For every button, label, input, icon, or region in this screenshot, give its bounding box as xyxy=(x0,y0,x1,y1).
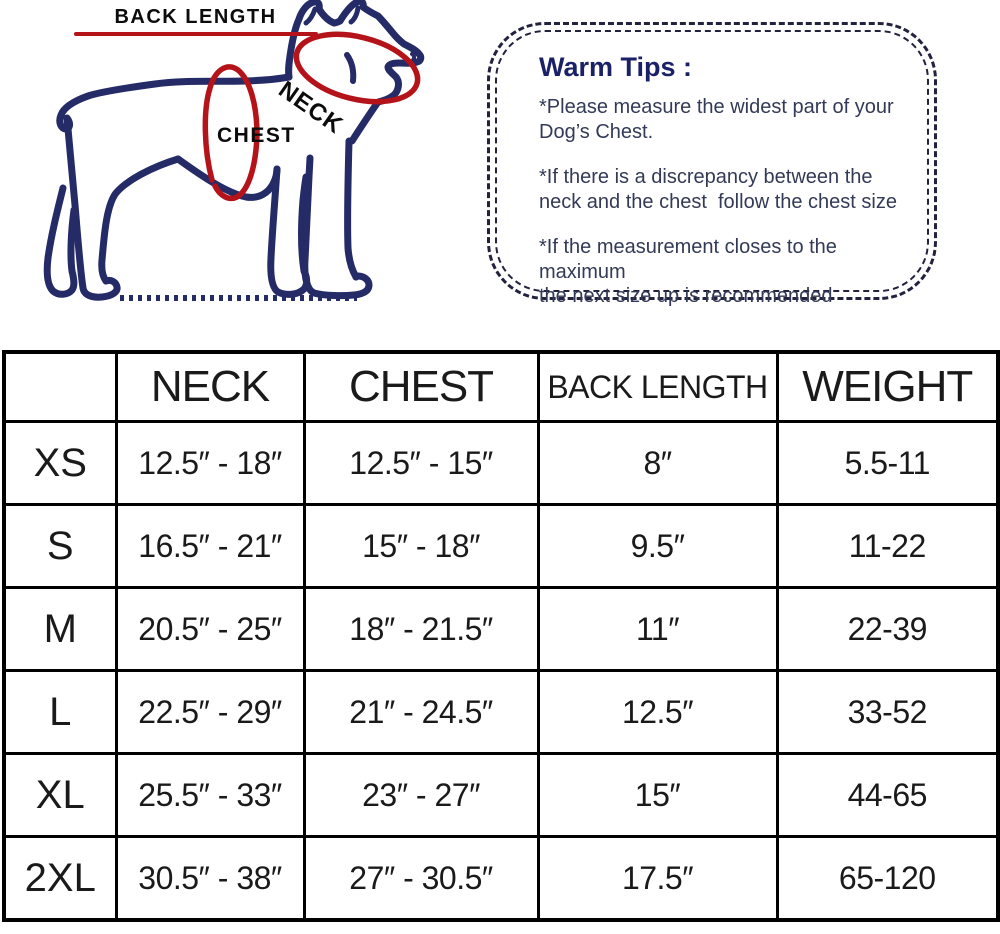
dog-cheek-line xyxy=(347,55,353,81)
cell-neck: 20.5″ - 25″ xyxy=(116,588,304,671)
cell-weight: 5.5-11 xyxy=(777,422,998,505)
cell-chest: 27″ - 30.5″ xyxy=(304,837,538,921)
cell-weight: 44-65 xyxy=(777,754,998,837)
header-neck: NECK xyxy=(116,352,304,422)
warm-tip-item xyxy=(539,165,909,214)
back-length-label: BACK LENGTH xyxy=(114,6,277,28)
neck-label: NECK xyxy=(273,76,348,140)
chest-label: CHEST xyxy=(217,124,296,147)
warm-tip-item xyxy=(539,235,909,309)
cell-neck: 12.5″ - 18″ xyxy=(116,422,304,505)
cell-chest: 18″ - 21.5″ xyxy=(304,588,538,671)
cell-size: L xyxy=(4,671,116,754)
dog-far-front-leg xyxy=(271,169,307,294)
tip-line: *Please measure the widest part of your xyxy=(539,96,894,118)
cell-neck: 16.5″ - 21″ xyxy=(116,505,304,588)
dog-front-leg-front-edge xyxy=(348,141,356,277)
table-row-xl xyxy=(4,754,998,837)
header-chest: CHEST xyxy=(304,352,538,422)
warm-tips-inner-border xyxy=(495,30,929,307)
cell-back-length: 11″ xyxy=(538,588,777,671)
table-row-m xyxy=(4,588,998,671)
dog-front-leg-back-edge xyxy=(305,158,369,296)
cell-chest: 15″ - 18″ xyxy=(304,505,538,588)
cell-size: XS xyxy=(4,422,116,505)
tip-line: the next size up is recommended xyxy=(539,285,833,307)
cell-weight: 33-52 xyxy=(777,671,998,754)
cell-chest: 23″ - 27″ xyxy=(304,754,538,837)
cell-size: M xyxy=(4,588,116,671)
cell-chest: 21″ - 24.5″ xyxy=(304,671,538,754)
cell-back-length: 8″ xyxy=(538,422,777,505)
header-weight: WEIGHT xyxy=(777,352,998,422)
header-back-length: BACK LENGTH xyxy=(538,352,777,422)
dog-nostril xyxy=(412,54,414,60)
cell-weight: 22-39 xyxy=(777,588,998,671)
cell-neck: 25.5″ - 33″ xyxy=(116,754,304,837)
cell-weight: 11-22 xyxy=(777,505,998,588)
table-header-row xyxy=(4,352,998,422)
dog-far-rear-leg xyxy=(47,188,74,294)
table-row-xs xyxy=(4,422,998,505)
tip-line: *If the measurement closes to the maximum xyxy=(539,236,843,283)
header-size-blank xyxy=(4,352,116,422)
cell-back-length: 17.5″ xyxy=(538,837,777,921)
dog-measurement-diagram xyxy=(0,0,480,330)
tip-line: neck and the chest follow the chest size xyxy=(539,190,897,213)
tip-line: Dog’s Chest. xyxy=(539,120,654,143)
dog-outline xyxy=(47,1,421,298)
cell-size: S xyxy=(4,505,116,588)
warm-tips-box xyxy=(487,22,937,307)
cell-back-length: 9.5″ xyxy=(538,505,777,588)
cell-neck: 22.5″ - 29″ xyxy=(116,671,304,754)
size-chart-table xyxy=(2,350,1000,922)
dog-belly-line xyxy=(178,159,277,197)
warm-tips-title: Warm Tips : xyxy=(539,52,693,82)
table-row-s xyxy=(4,505,998,588)
cell-chest: 12.5″ - 15″ xyxy=(304,422,538,505)
table-row-2xl xyxy=(4,837,998,921)
dog-outline-drawing xyxy=(0,0,480,330)
warm-tip-item xyxy=(539,95,909,144)
cell-size: 2XL xyxy=(4,837,116,921)
cell-back-length: 15″ xyxy=(538,754,777,837)
cell-neck: 30.5″ - 38″ xyxy=(116,837,304,921)
dog-rear-thigh xyxy=(102,159,178,281)
table-row-l xyxy=(4,671,998,754)
tip-line: *If there is a discrepancy between the xyxy=(539,166,873,188)
cell-weight: 65-120 xyxy=(777,837,998,921)
cell-size: XL xyxy=(4,754,116,837)
cell-back-length: 12.5″ xyxy=(538,671,777,754)
